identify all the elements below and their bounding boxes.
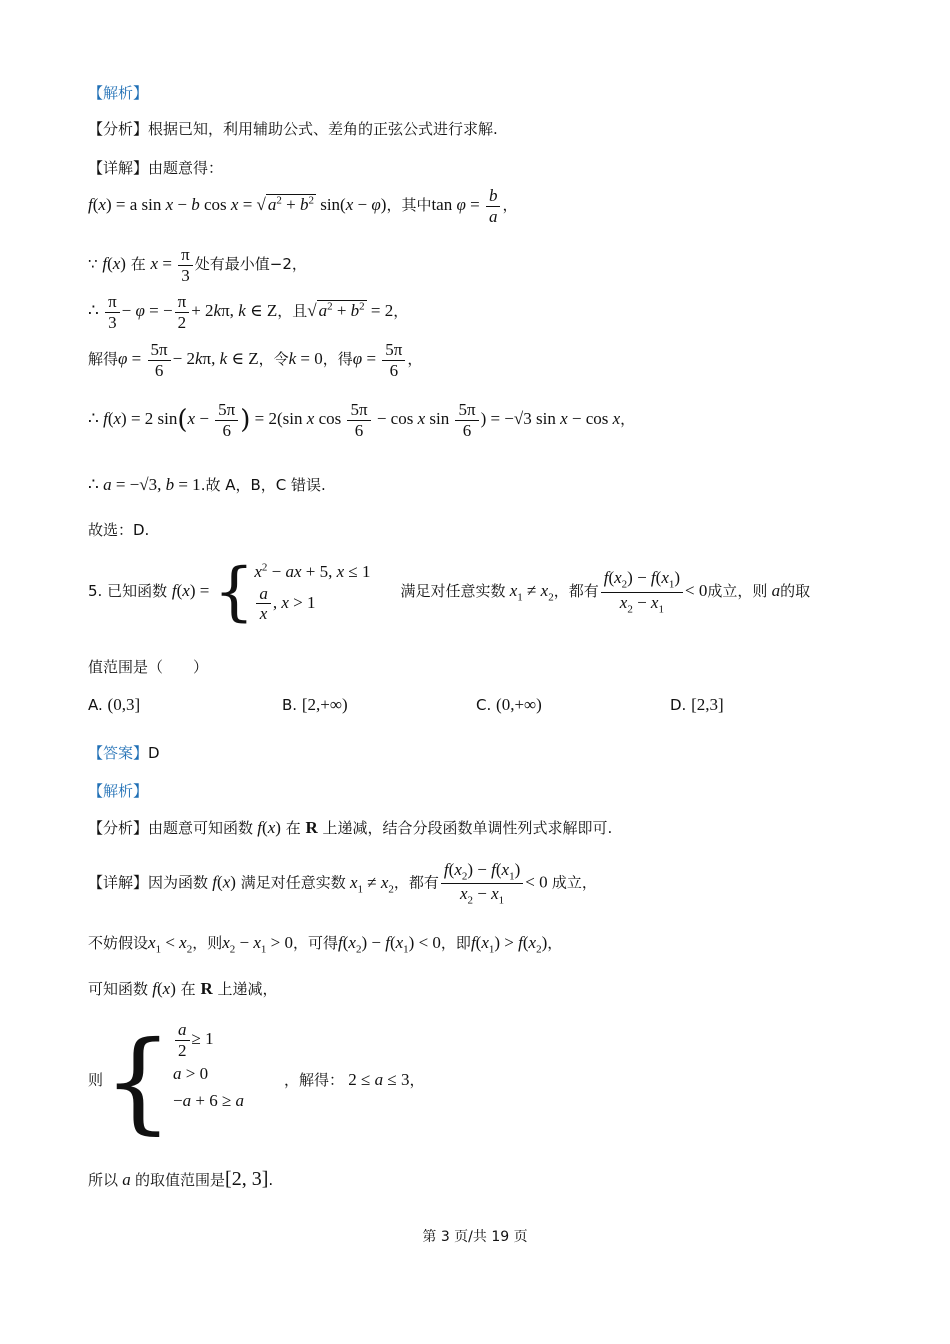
section-tag-jiexi-2: 【解析】 xyxy=(88,782,149,800)
expand-line: ∴ f(x) = 2 sin(x − $\frac{5\pi}{6}$ ) = 2(sin x cos $\frac{5\pi}{6}$ − cos x sin $\frac{5\pi}{6}$ ) = −√3 sin x − cos x， xyxy=(88,400,636,440)
min-value-line: ∵ f(x) 在 x = $\frac{\pi}{3}$ 处有最小值−2， xyxy=(88,245,307,285)
question-5-stem: 5. 已知函数 f(x) = { $x^2$ − ax + 5, x ≤ 1 $\frac{a}{x}$ , x > 1 满足对任意实数 $x_1 \ne x_2$，都有 $\frac{f(x_2) - f(x_1)}{x_2 - x_1}$ < 0成立，则 a的取 xyxy=(88,555,811,629)
system-line: 则{ $\frac{a}{2}$ ≥ 1 a > 0 −a + 6 ≥ a ，解得： 2 ≤ a ≤ 3， xyxy=(88,1016,425,1145)
decreasing-line: 可知函数 f(x) 在 R 上递减， xyxy=(88,979,278,998)
solve-phi-line: 解得φ = $\frac{5\pi}{6}$ − 2kπ, k ∈ Z，令k = 0，得φ = $\frac{5\pi}{6}$ ， xyxy=(88,340,423,380)
section-tag-jiexi: 【解析】 xyxy=(88,84,149,102)
condition-line: ∴ $\frac{\pi}{3}$ − φ = − $\frac{\pi}{2}$ + 2kπ, k ∈ Z，且√ $a^2 + b^2 = 2$， xyxy=(88,292,409,332)
choice-line: 故选：D. xyxy=(88,521,150,539)
formula-f-line: f(x) = a sin x − b cos x = √ $a^2 + b^2$ sin(x − φ)，其中tan φ = $\frac{b}{a}$ ， xyxy=(88,186,518,226)
analysis-line-2: 【分析】由题意可知函数 f(x) 在 R 上递减，结合分段函数单调性列式求解即可. xyxy=(88,818,613,837)
analysis-line: 【分析】根据已知，利用辅助公式、差角的正弦公式进行求解. xyxy=(88,120,498,138)
page-footer: 第 3 页/共 19 页 xyxy=(422,1229,528,1245)
option-c[interactable]: C. (0,+∞) xyxy=(476,695,542,714)
detail-line-2: 【详解】因为函数 f(x) 满足对任意实数 $x_1 \ne x_2$，都有 $\frac{f(x_2) - f(x_1)}{x_2 - x_1}$ < 0 成立， xyxy=(88,860,597,907)
conclusion-line: 所以 a 的取值范围是[2, 3]. xyxy=(88,1168,274,1190)
option-d[interactable]: D. [2,3] xyxy=(670,695,724,714)
ab-line: ∴ a = −√3, b = 1.故 A，B，C 错误. xyxy=(88,475,326,494)
question-5-stem-cont: 值范围是（ ） xyxy=(88,658,209,676)
option-b[interactable]: B. [2,+∞) xyxy=(282,695,348,714)
assume-line: 不妨假设$x_1 < x_2$，则$x_2 - x_1 > 0$，可得$f(x_2) - f(x_1) < 0$，即$f(x_1) > f(x_2)$， xyxy=(88,933,563,956)
option-a[interactable]: A. (0,3] xyxy=(88,695,141,714)
detail-intro-line: 【详解】由题意得： xyxy=(88,159,224,177)
answer-line: 【答案】D xyxy=(88,744,160,762)
